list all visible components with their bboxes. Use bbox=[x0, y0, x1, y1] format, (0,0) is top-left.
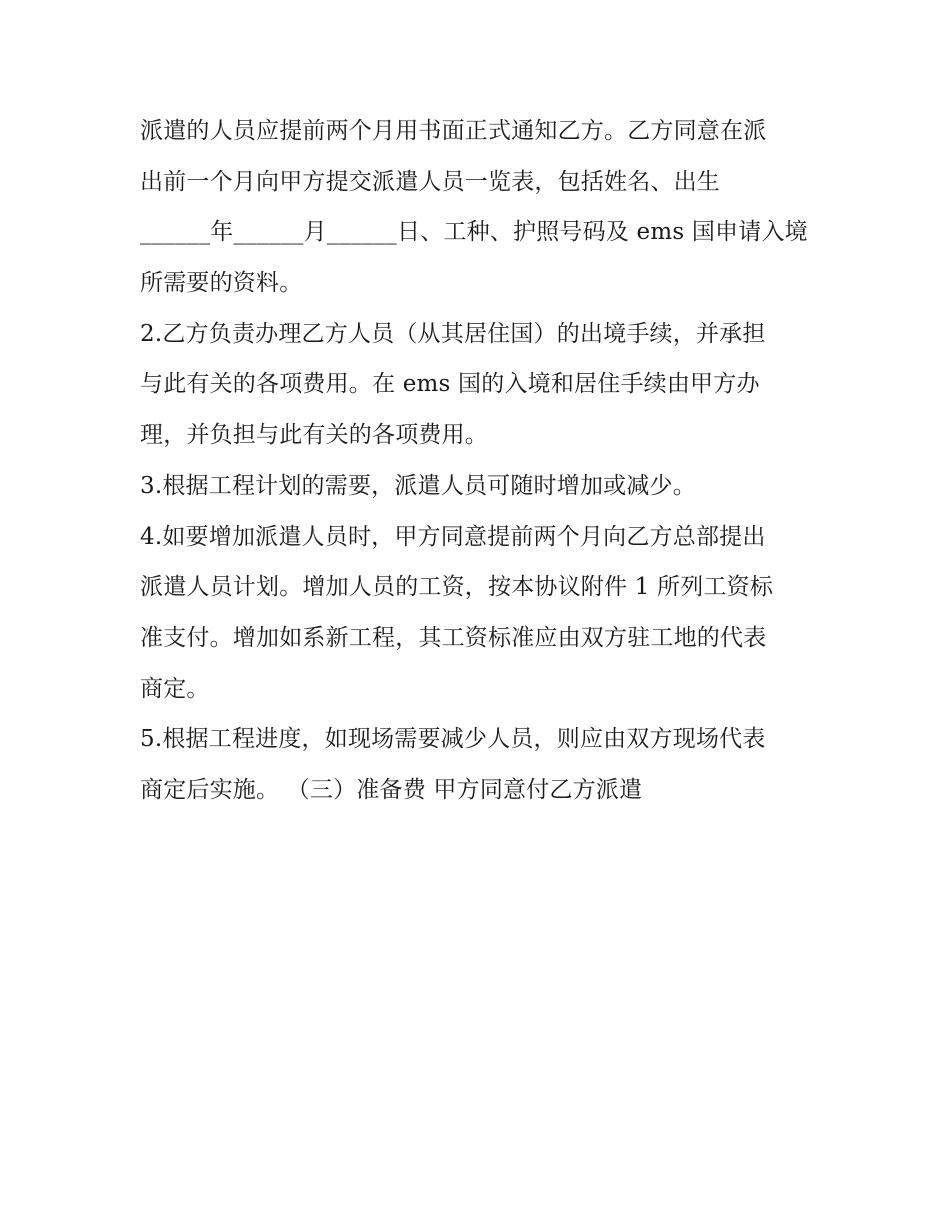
item-2-line-1: 2.乙方负责办理乙方人员（从其居住国）的出境手续，并承担 bbox=[140, 320, 766, 347]
item-5-line-1: 5.根据工程进度，如现场需要减少人员，则应由双方现场代表 bbox=[140, 726, 766, 753]
paragraph-1-line-1: 派遣的人员应提前两个月用书面正式通知乙方。乙方同意在派 bbox=[140, 118, 767, 144]
paragraph-1-line-2: 出前一个月向甲方提交派遣人员一览表，包括姓名、出生 bbox=[140, 168, 720, 195]
item-2-line-3: 理，并负担与此有关的各项费用。 bbox=[140, 422, 488, 449]
item-4-line-2: 派遣人员计划。增加人员的工资，按本协议附件 1 所列工资标 bbox=[140, 574, 774, 601]
item-2-line-2: 与此有关的各项费用。在 ems 国的入境和居住手续由甲方办 bbox=[140, 371, 760, 398]
item-4-line-1: 4.如要增加派遣人员时，甲方同意提前两个月向乙方总部提出 bbox=[140, 523, 766, 550]
paragraph-1-line-4: 所需要的资料。 bbox=[140, 270, 303, 297]
document-body bbox=[140, 106, 820, 816]
paragraph-1-line-3: ______年______月______日、工种、护照号码及 ems 国申请入境 bbox=[140, 219, 808, 246]
item-4-line-4: 商定。 bbox=[140, 675, 210, 702]
item-5-line-2: 商定后实施。 （三）准备费 甲方同意付乙方派遣 bbox=[140, 776, 643, 803]
item-4-line-3: 准支付。增加如系新工程，其工资标准应由双方驻工地的代表 bbox=[140, 624, 767, 651]
item-3-line-1: 3.根据工程计划的需要，派遣人员可随时增加或减少。 bbox=[140, 472, 696, 499]
